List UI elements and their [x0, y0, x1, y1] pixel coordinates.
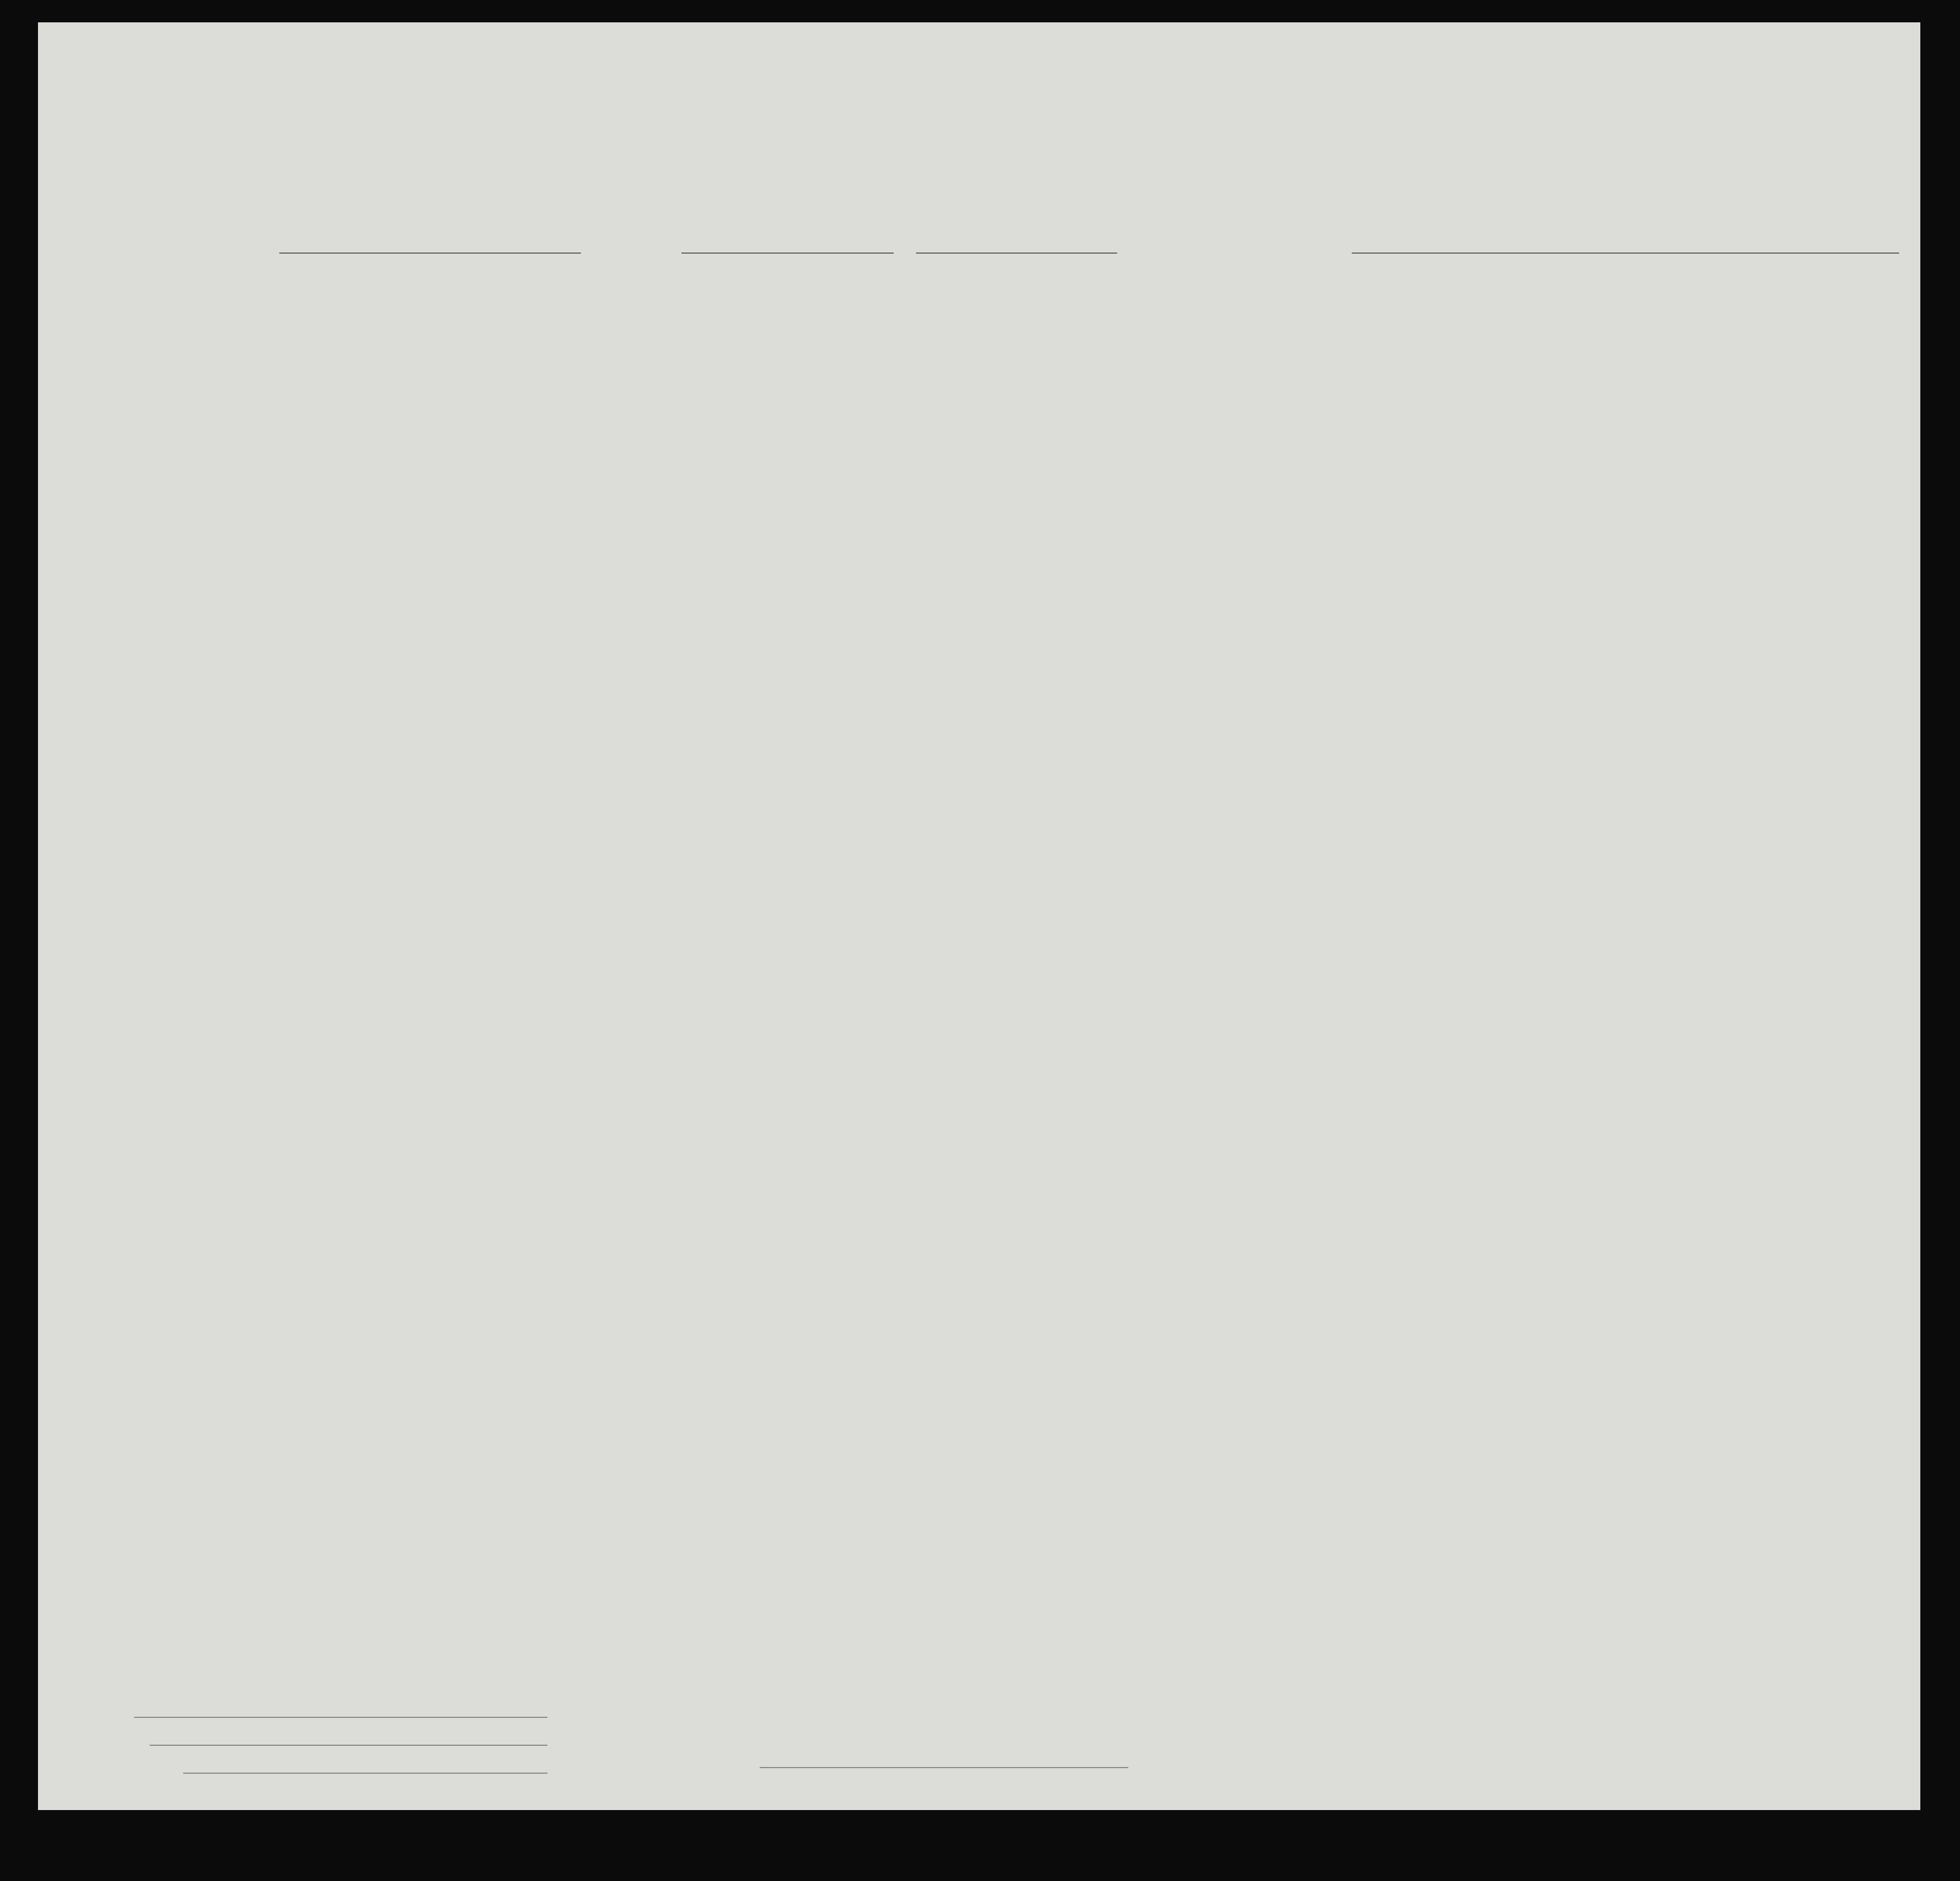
from-underline	[1352, 253, 1899, 254]
inspector-rule	[760, 1767, 1128, 1768]
owners-rule	[150, 1745, 547, 1746]
vessel-underline	[279, 253, 581, 254]
manifest-sheet	[38, 22, 1920, 1810]
date-underline	[916, 253, 1117, 254]
arriving-underline	[681, 253, 894, 254]
agents-rule	[183, 1773, 547, 1774]
line-rule	[134, 1717, 547, 1718]
